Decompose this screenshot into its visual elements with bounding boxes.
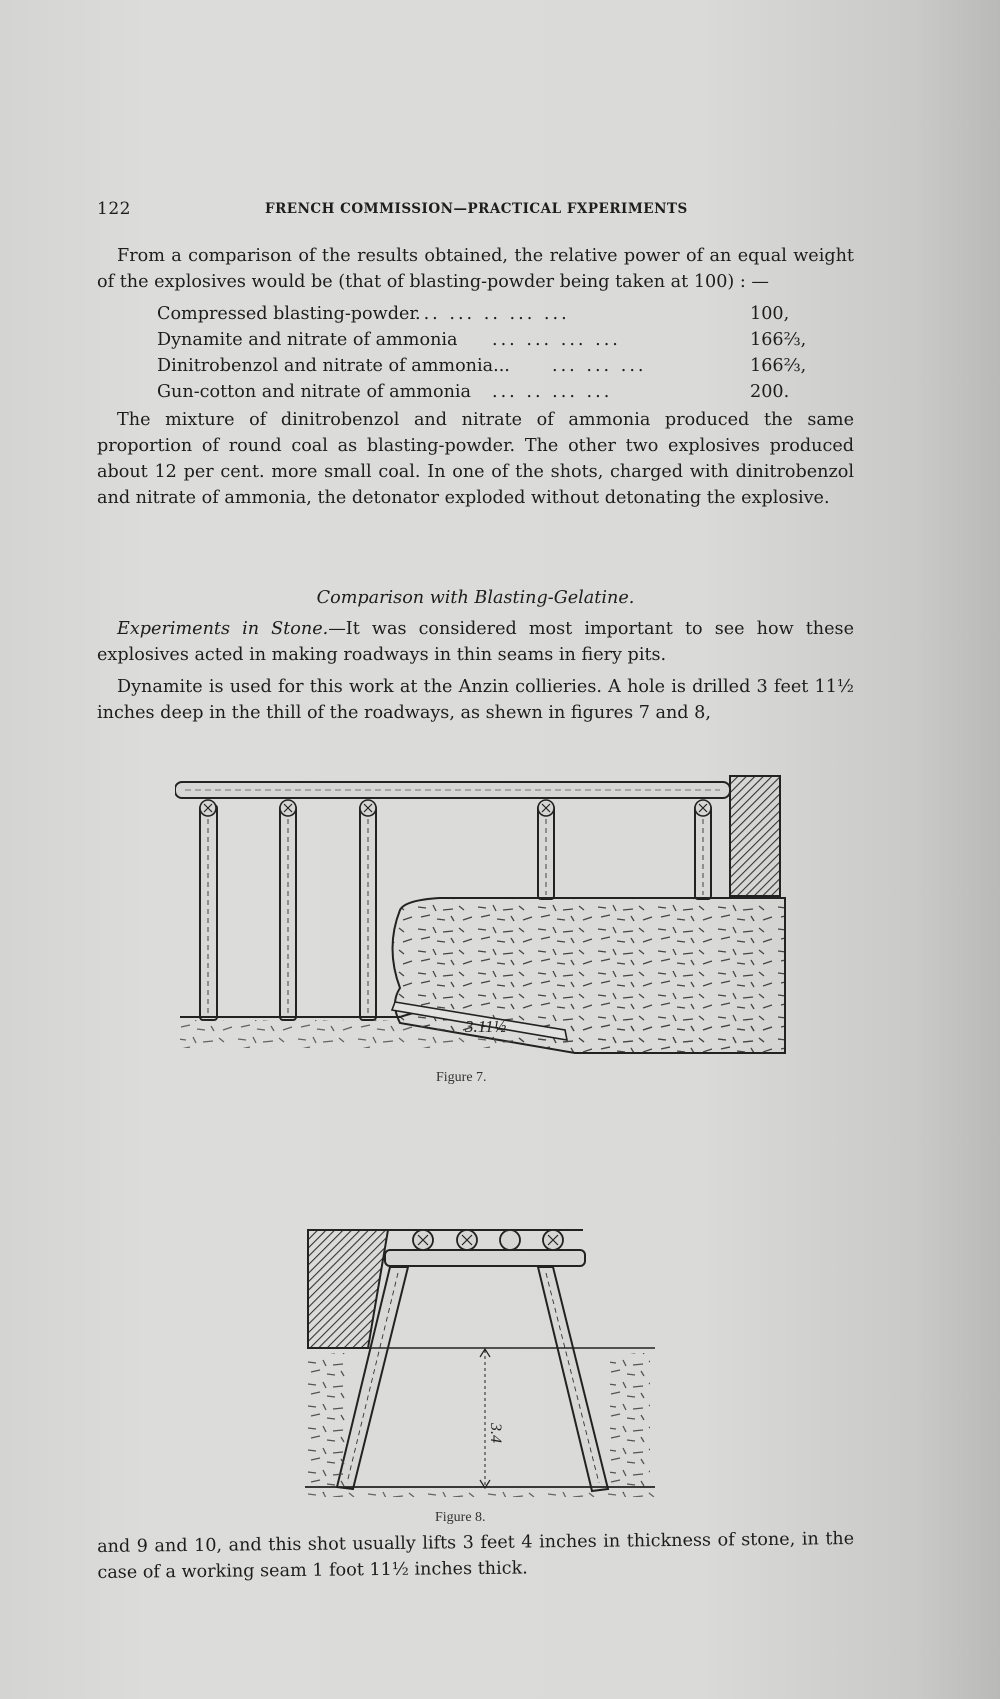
row-leader-dots: ... ... .. ... ... [415, 304, 570, 324]
figure-7-caption: Figure 7. [436, 1070, 487, 1085]
table-row [157, 301, 797, 327]
paragraph-dynamite: Dynamite is used for this work at the Anzin collieries. A hole is drilled 3 feet 11½ inches deep in the thill of the roadways, as shewn in figures 7 and 8, [97, 677, 854, 723]
figure-7-dimension: 3.11½ [465, 1017, 507, 1036]
running-header [97, 199, 857, 223]
figure-8-caption: Figure 8. [435, 1510, 486, 1525]
table-row [157, 353, 807, 379]
table-row [157, 327, 807, 353]
row-label: Gun-cotton and nitrate of ammonia [157, 382, 472, 402]
running-title: FRENCH COMMISSION—PRACTICAL FXPERIMENTS [265, 201, 688, 217]
row-value: 200. [750, 382, 790, 402]
figure-7-roadway-section [175, 770, 795, 1055]
paragraph-mixture: The mixture of dinitrobenzol and nitrate of ammonia produced the same proportion of round coal as blasting-powder. The other two explosives produced about 12 per cent. more small coal. In one of the shots, charged with dinitrobenzol and nitrate of ammonia, the detonator exploded without detonating the explosive. [97, 410, 854, 508]
intro-paragraph: From a comparison of the results obtained, the relative power of an equal weight of the explosives would be (that of blasting-powder being taken at 100) : — [97, 246, 854, 292]
paragraph-stone [97, 616, 854, 668]
row-leader-dots: ... ... ... ... [492, 330, 621, 350]
row-value: 166⅔, [750, 330, 807, 350]
section-heading: Comparison with Blasting-Gelatine. [316, 588, 635, 608]
row-value: 166⅔, [750, 356, 807, 376]
paragraph-stone-text: —It was considered most important to see how these explosives acted in making roadways in thin seams in fiery pits. [97, 619, 854, 665]
row-label: Dinitrobenzol and nitrate of ammonia... [157, 356, 510, 376]
table-row [157, 379, 797, 405]
row-value: 100, [750, 304, 790, 324]
figure-8-dimension: 3.4 [487, 1423, 504, 1443]
page-number: 122 [97, 199, 131, 219]
paragraph-continuation: and 9 and 10, and this shot usually lifts 3 feet 4 inches in thickness of stone, in the case of a working seam 1 foot 11½ inches thick. [97, 1529, 855, 1583]
subsection-label: Experiments in Stone. [117, 619, 329, 639]
row-label: Compressed blasting-powder [157, 304, 418, 324]
figure-8-roadway-section [305, 1225, 655, 1497]
row-leader-dots: ... .. ... ... [492, 382, 613, 402]
power-table [157, 301, 807, 405]
row-label: Dynamite and nitrate of ammonia [157, 330, 458, 350]
row-leader-dots: ... ... ... [552, 356, 647, 376]
